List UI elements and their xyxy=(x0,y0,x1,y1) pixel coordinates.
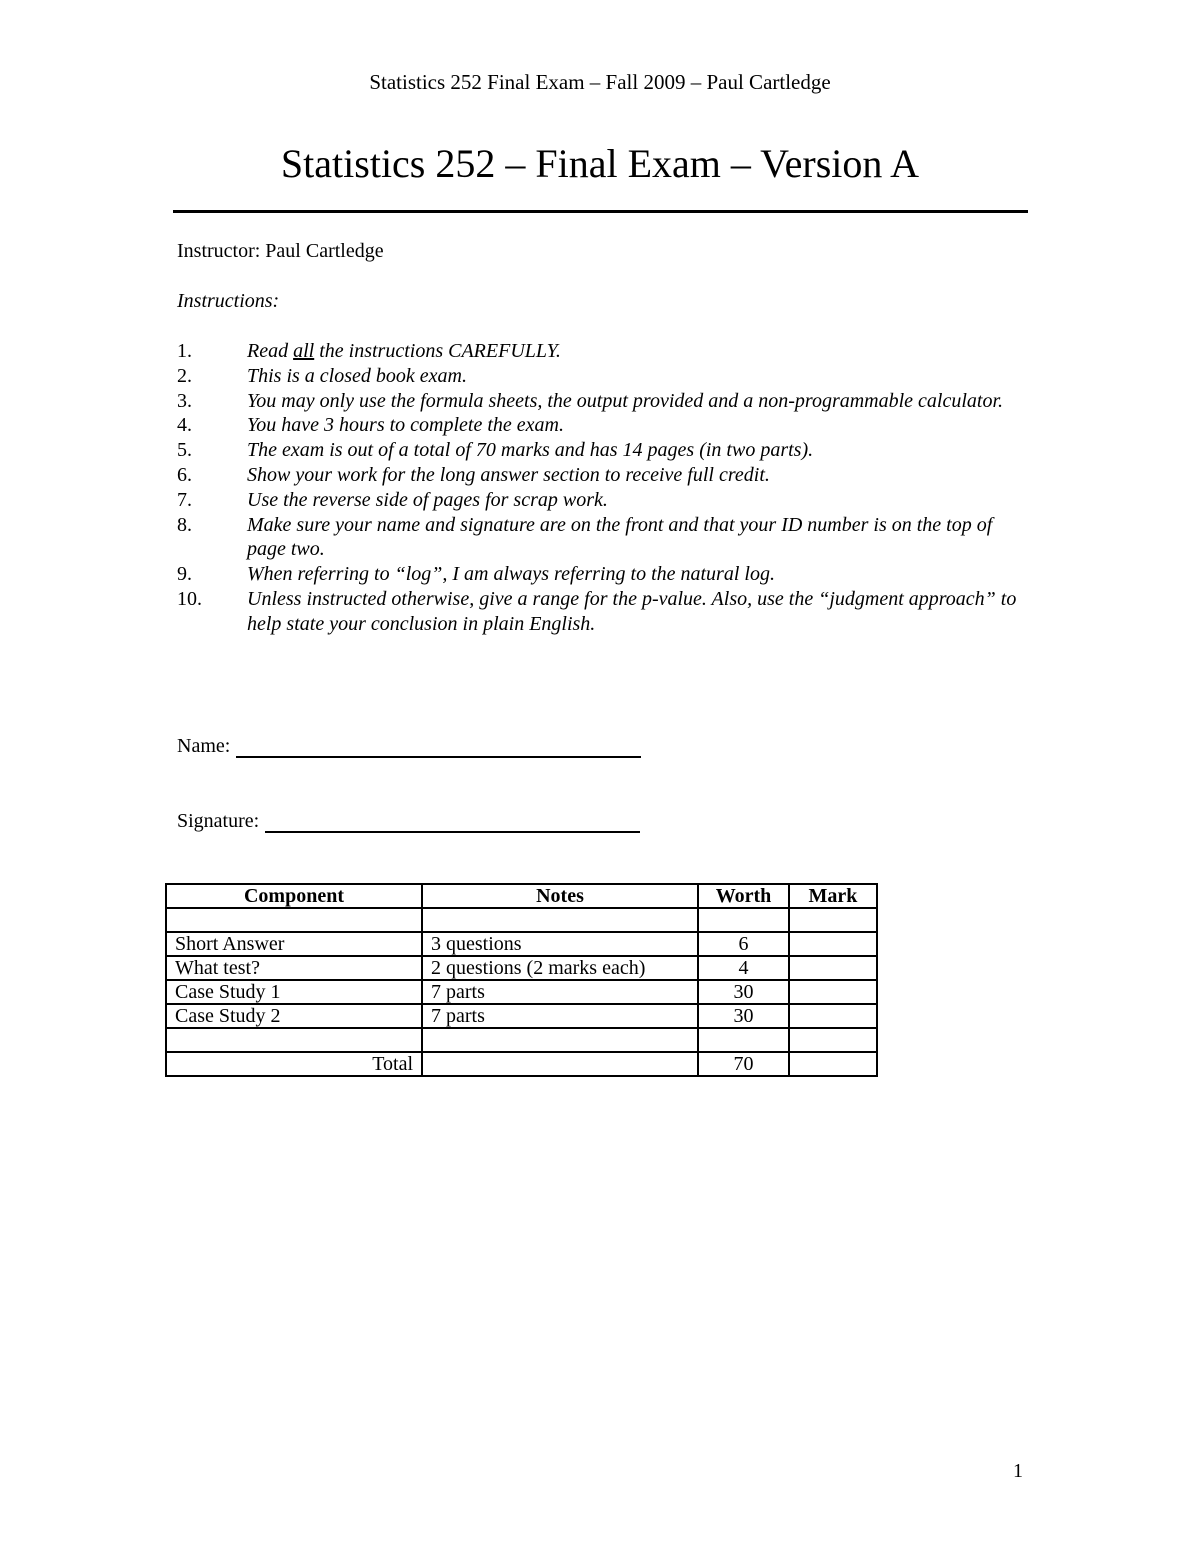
total-mark-cell xyxy=(789,1052,877,1076)
total-worth-cell: 70 xyxy=(698,1052,789,1076)
notes-cell: 2 questions (2 marks each) xyxy=(422,956,698,980)
instruction-text: Show your work for the long answer section to receive full credit. xyxy=(247,463,770,486)
mark-cell xyxy=(789,980,877,1004)
instruction-item xyxy=(177,413,1027,438)
notes-cell: 7 parts xyxy=(422,1004,698,1028)
notes-cell: 3 questions xyxy=(422,932,698,956)
instruction-text-part: the instructions CAREFULLY. xyxy=(314,340,561,362)
table-header-row xyxy=(166,884,877,908)
mark-cell xyxy=(789,908,877,932)
worth-cell xyxy=(698,1028,789,1052)
worth-cell xyxy=(698,908,789,932)
instruction-text: When referring to “log”, I am always referring to the natural log. xyxy=(247,563,775,586)
instructor-line: Instructor: Paul Cartledge xyxy=(177,240,384,262)
mark-cell xyxy=(789,932,877,956)
component-cell xyxy=(166,1028,422,1052)
component-cell: What test? xyxy=(166,956,422,980)
instruction-item xyxy=(177,513,1027,563)
instruction-text: You have 3 hours to complete the exam. xyxy=(247,414,564,437)
instruction-number: 2. xyxy=(177,364,192,387)
column-header: Notes xyxy=(422,884,698,908)
instruction-number: 9. xyxy=(177,563,192,586)
table-row xyxy=(166,980,877,1004)
table-row xyxy=(166,956,877,980)
instruction-text: Make sure your name and signature are on the front and that your ID number is on the top of page two. xyxy=(247,513,993,561)
mark-cell xyxy=(789,1028,877,1052)
component-cell xyxy=(166,908,422,932)
title-divider xyxy=(173,210,1028,213)
notes-cell xyxy=(422,1028,698,1052)
column-header: Mark xyxy=(789,884,877,908)
instruction-item xyxy=(177,364,1027,389)
instruction-number: 3. xyxy=(177,389,192,412)
table-row xyxy=(166,932,877,956)
instruction-text: This is a closed book exam. xyxy=(247,364,467,387)
column-header: Component xyxy=(166,884,422,908)
instruction-text-part: Read xyxy=(247,340,294,362)
worth-cell: 30 xyxy=(698,1004,789,1028)
marks-table xyxy=(165,883,878,1077)
signature-field xyxy=(177,810,640,833)
name-blank-line[interactable] xyxy=(236,736,641,758)
component-cell: Case Study 1 xyxy=(166,980,422,1004)
signature-label: Signature: xyxy=(177,810,260,832)
table-row xyxy=(166,1028,877,1052)
instruction-number: 5. xyxy=(177,439,192,462)
component-cell: Short Answer xyxy=(166,932,422,956)
instruction-item xyxy=(177,438,1027,463)
component-cell: Case Study 2 xyxy=(166,1004,422,1028)
table-total-row xyxy=(166,1052,877,1076)
instructions-list xyxy=(177,339,1027,637)
exam-title: Statistics 252 – Final Exam – Version A xyxy=(280,141,920,186)
name-field xyxy=(177,735,641,758)
notes-cell xyxy=(422,908,698,932)
instruction-text: The exam is out of a total of 70 marks and has 14 pages (in two parts). xyxy=(247,439,814,462)
page-number: 1 xyxy=(1013,1460,1023,1482)
total-label-cell: Total xyxy=(166,1052,422,1076)
instruction-number: 1. xyxy=(177,340,192,362)
instruction-item xyxy=(177,562,1027,587)
worth-cell: 4 xyxy=(698,956,789,980)
signature-blank-line[interactable] xyxy=(265,811,640,833)
worth-cell: 30 xyxy=(698,980,789,1004)
instruction-number: 10. xyxy=(177,587,202,610)
name-label: Name: xyxy=(177,735,231,757)
instruction-emphasis: all xyxy=(293,340,315,362)
instruction-item xyxy=(177,463,1027,488)
instruction-text xyxy=(247,339,1027,364)
instruction-text: Use the reverse side of pages for scrap work. xyxy=(247,488,608,511)
mark-cell xyxy=(789,1004,877,1028)
instruction-text: You may only use the formula sheets, the output provided and a non-programmable calculator. xyxy=(247,389,1004,412)
worth-cell: 6 xyxy=(698,932,789,956)
instruction-text: Unless instructed otherwise, give a range for the p-value. Also, use the “judgment approach” to help state your conclusion in plain English. xyxy=(247,587,1017,635)
instruction-item xyxy=(177,389,1027,414)
table-row xyxy=(166,1004,877,1028)
notes-cell xyxy=(422,1052,698,1076)
notes-cell: 7 parts xyxy=(422,980,698,1004)
instructions-heading: Instructions: xyxy=(177,290,280,312)
instruction-number: 8. xyxy=(177,513,192,536)
instruction-item xyxy=(177,587,1027,637)
instruction-number: 6. xyxy=(177,463,192,486)
table-row xyxy=(166,908,877,932)
instruction-number: 7. xyxy=(177,488,192,511)
instruction-item xyxy=(177,339,1027,364)
mark-cell xyxy=(789,956,877,980)
instruction-number: 4. xyxy=(177,414,192,437)
instruction-item xyxy=(177,488,1027,513)
running-header: Statistics 252 Final Exam – Fall 2009 – Paul Cartledge xyxy=(369,70,831,94)
column-header: Worth xyxy=(698,884,789,908)
